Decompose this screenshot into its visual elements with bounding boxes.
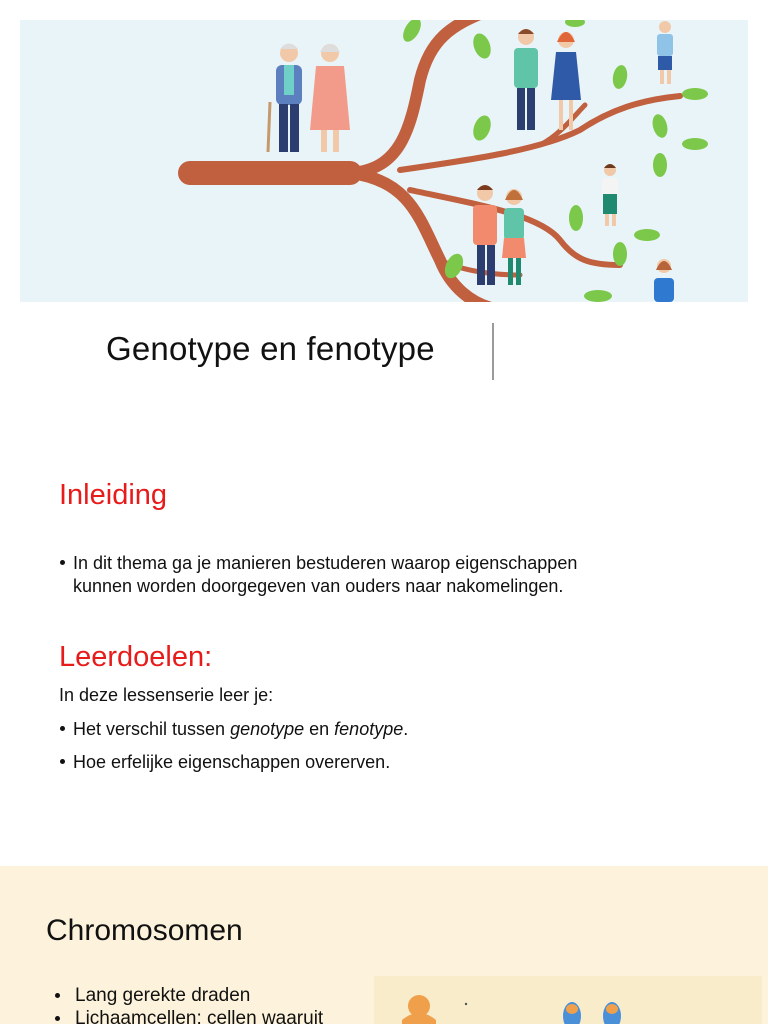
bullet-dot [60, 560, 65, 565]
intro-slide [0, 450, 768, 866]
goal-1-genotype: genotype [230, 719, 305, 739]
goals-heading: Leerdoelen: [59, 641, 213, 673]
intro-bullet [73, 552, 713, 598]
goals-lead: In deze lessenserie leer je: [59, 685, 274, 705]
bullet-dot [55, 1016, 60, 1021]
title-divider [492, 323, 494, 380]
goal-1-part1: Het verschil tussen [73, 719, 231, 739]
chromosomes-bullet-2: Lichaamcellen: cellen waaruit [75, 1008, 324, 1024]
family-tree-banner [20, 20, 748, 302]
child-middle [602, 164, 618, 226]
intro-bullet-line2: kunnen worden doorgegeven van ouders naar nakomelingen. [73, 576, 564, 596]
chromosomes-slide [0, 866, 768, 1024]
goal-1-fenotype: fenotype [334, 719, 404, 739]
bullet-dot [60, 759, 65, 764]
chromosomes-heading: Chromosomen [46, 914, 243, 947]
goal-1-part3: . [403, 719, 409, 739]
bullet-dot [60, 726, 65, 731]
title-slide [0, 0, 768, 450]
mother-bottom [502, 189, 526, 285]
intro-heading: Inleiding [59, 479, 168, 511]
grandfather [268, 44, 302, 153]
intro-bullet-line1: In dit thema ga je manieren bestuderen waarop eigenschappen [73, 553, 578, 573]
slide-title: Genotype en fenotype [106, 330, 435, 367]
child-top-right [657, 21, 673, 84]
bullet-dot [55, 993, 60, 998]
chromosome-illustration [374, 976, 762, 1024]
grandmother [310, 44, 350, 152]
goal-1 [73, 718, 408, 741]
goal-1-part2: en [304, 719, 335, 739]
goal-2: Hoe erfelijke eigenschappen overerven. [73, 752, 391, 772]
father-top [514, 29, 538, 130]
chromosomes-bullet-1: Lang gerekte draden [75, 985, 251, 1006]
family-tree-illustration [20, 20, 748, 302]
child-bottom-right [654, 259, 674, 302]
